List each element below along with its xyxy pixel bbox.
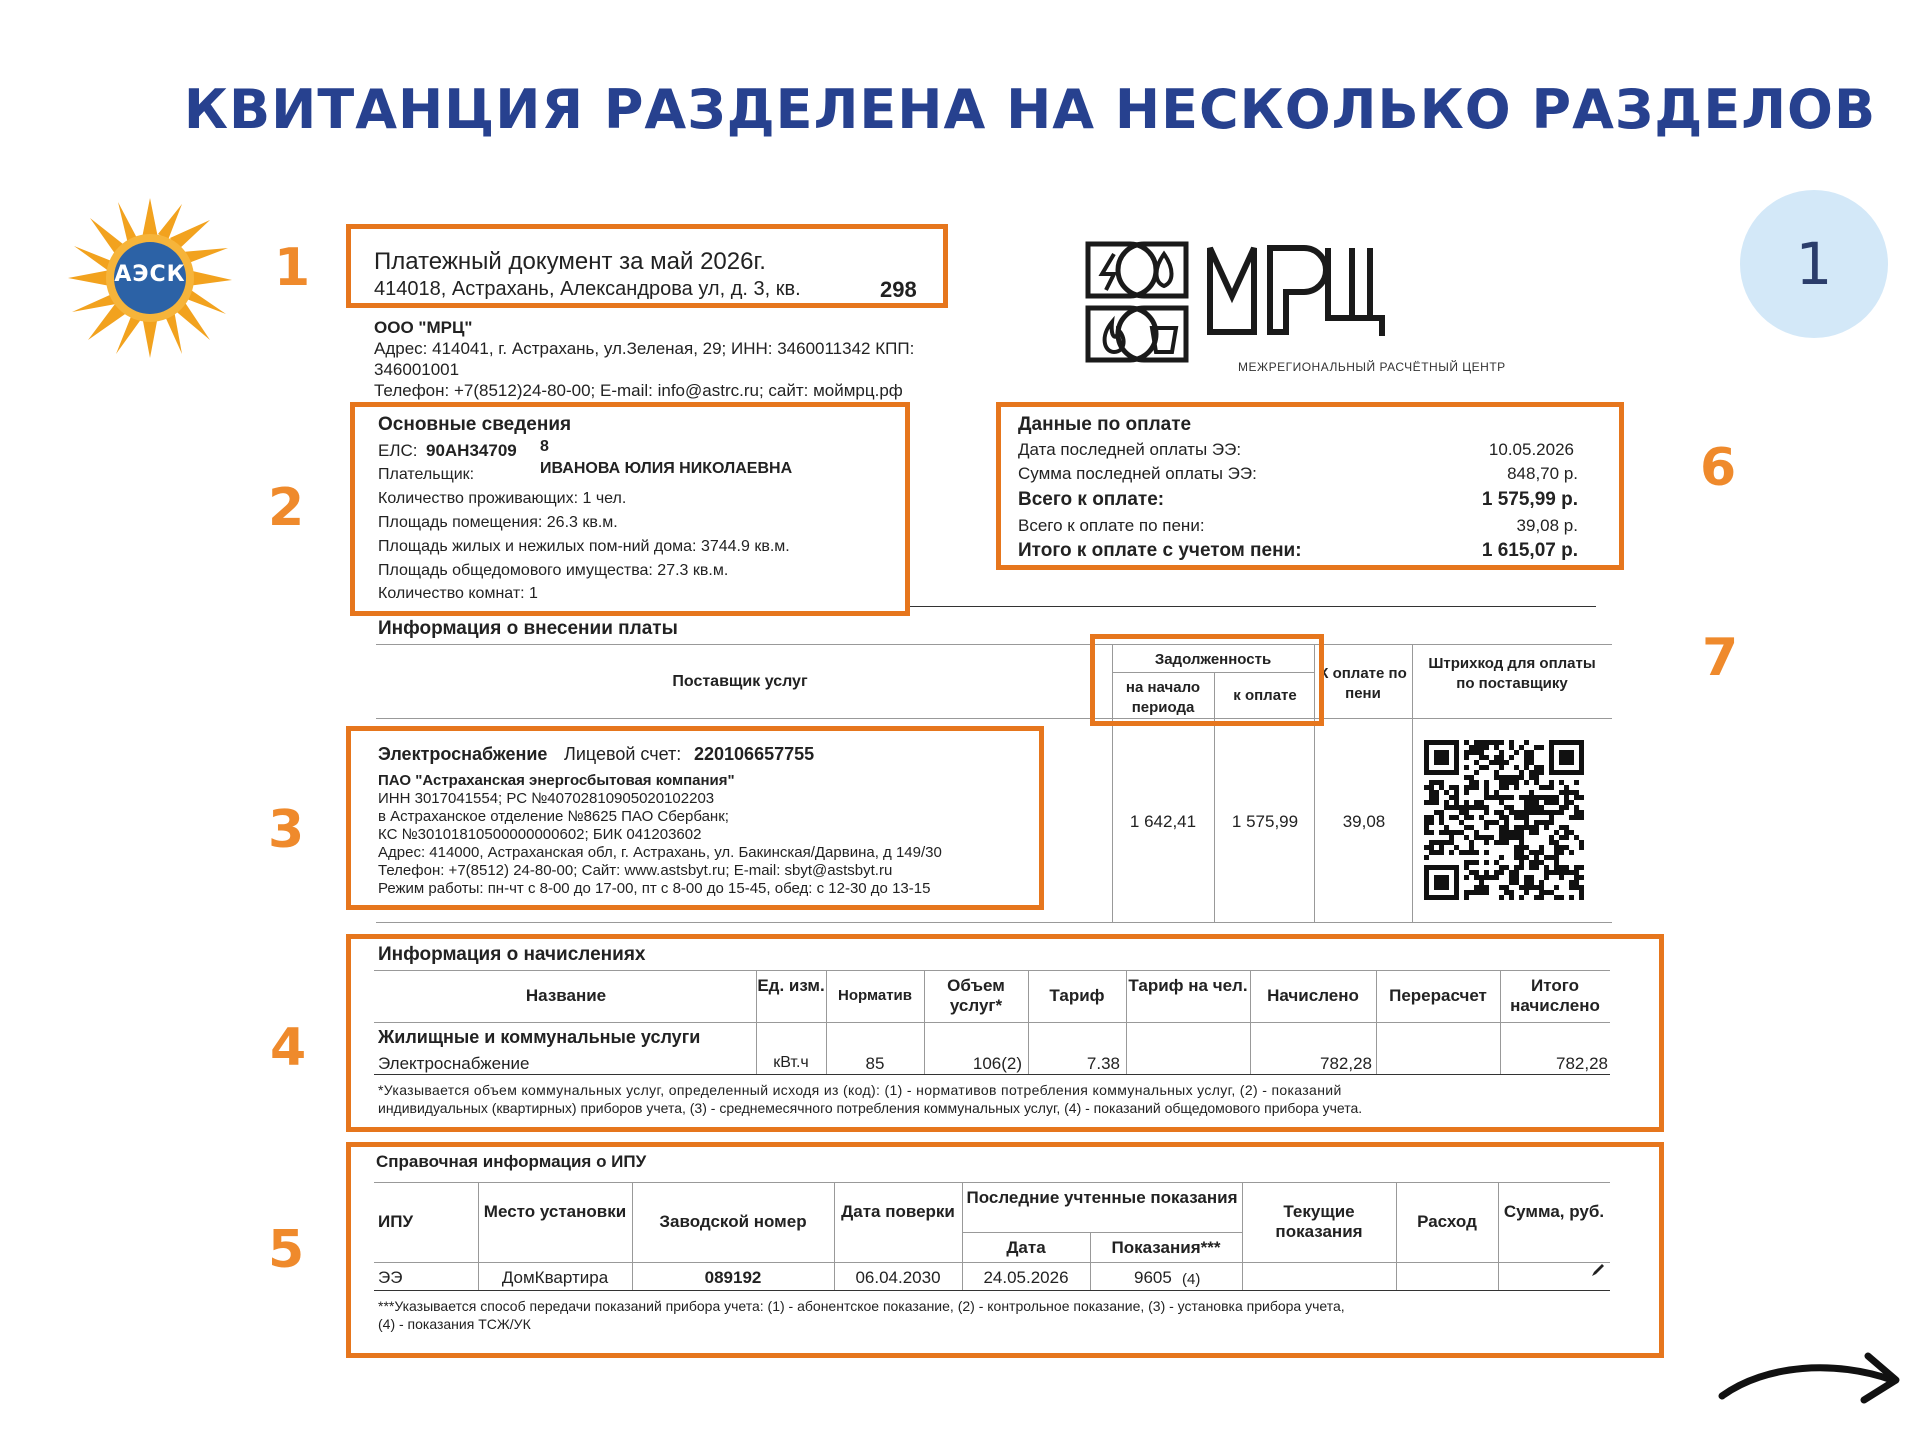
col-tariff-person: Тариф на чел.: [1128, 976, 1248, 995]
col-recalc: Перерасчет: [1389, 986, 1487, 1005]
col-last-value: Показания***: [1111, 1238, 1221, 1257]
table-line: [376, 644, 1612, 645]
table-line: [374, 1290, 1610, 1291]
table-line: [1498, 1182, 1499, 1290]
charge-volume: 106(2): [972, 1054, 1022, 1073]
supplier-line: КС №30101810500000000602; БИК 041203602: [378, 826, 702, 843]
payment-info-title: Информация о внесении платы: [378, 618, 678, 639]
section-number-4: 4: [270, 1018, 307, 1078]
col-unit: Ед. изм.: [757, 976, 825, 995]
service-name: Электроснабжение: [378, 744, 548, 764]
charge-norm: 85: [865, 1054, 885, 1073]
table-line: [1396, 1182, 1397, 1290]
col-place: Место установки: [483, 1202, 627, 1221]
org-name: ООО "МРЦ": [374, 318, 473, 337]
ipu-last-value: 9605: [1134, 1268, 1172, 1287]
aesk-logo: [60, 190, 240, 360]
section-number-7: 7: [1702, 628, 1739, 688]
col-current: Текущие показания: [1275, 1202, 1363, 1241]
document-title: Платежный документ за май 2026г.: [374, 248, 766, 275]
charges-group: Жилищные и коммунальные услуги: [378, 1027, 701, 1047]
grand-total-value: 1 615,07 р.: [1481, 540, 1578, 561]
col-total: Итого начислено: [1510, 976, 1600, 1015]
payer-label: Плательщик:: [378, 466, 475, 483]
col-sum: Сумма, руб.: [1503, 1202, 1605, 1221]
penalty-due-label: Всего к оплате по пени:: [1018, 516, 1205, 535]
charge-total: 782,28: [1556, 1054, 1608, 1073]
col-tariff: Тариф: [1049, 986, 1105, 1005]
charge-name: Электроснабжение: [378, 1054, 530, 1073]
section-number-5: 5: [268, 1220, 305, 1280]
payer-name: ИВАНОВА ЮЛИЯ НИКОЛАЕВНА: [540, 460, 793, 477]
total-due-value: 1 575,99 р.: [1481, 489, 1578, 510]
ipu-last-code: (4): [1182, 1271, 1201, 1288]
payment-data-title: Данные по оплате: [1018, 414, 1192, 435]
basic-info-title: Основные сведения: [378, 414, 572, 435]
charge-tariff: 7.38: [1086, 1054, 1120, 1073]
penalty-value: 39,08: [1342, 812, 1386, 831]
charges-footnote: *Указывается объем коммунальных услуг, определенный исходя из (код): (1) - нормативов потребления коммунальных услуг, (2) - показаний: [378, 1082, 1342, 1098]
aesk-logo-text: АЭСК: [114, 262, 186, 287]
apartment-number: 298: [880, 277, 917, 302]
supplier-line: Телефон: +7(8512) 24-80-00; Сайт: www.astsbyt.ru; E-mail: sbyt@astsbyt.ru: [378, 862, 893, 879]
col-debt-start: на начало периода: [1125, 679, 1201, 716]
penalty-due-value: 39,08 р.: [1516, 516, 1578, 535]
els-label: ЕЛС:: [378, 441, 418, 460]
col-norm: Норматив: [838, 987, 912, 1004]
next-arrow-icon[interactable]: [1716, 1340, 1906, 1412]
col-serial: Заводской номер: [659, 1212, 807, 1231]
col-last: Последние учтенные показания: [966, 1188, 1238, 1207]
ipu-check-date: 06.04.2030: [855, 1268, 941, 1287]
debt-pay-value: 1 575,99: [1231, 812, 1299, 831]
mrc-logo: [1082, 236, 1522, 382]
col-provider: Поставщик услуг: [672, 673, 808, 690]
supplier-line: в Астраханское отделение №8625 ПАО Сбербанк;: [378, 808, 729, 825]
table-line: [374, 1182, 1610, 1183]
qr-code-icon: [1424, 740, 1584, 900]
table-line: [376, 922, 1612, 923]
charge-charged: 782,28: [1320, 1054, 1372, 1073]
section-number-6: 6: [1700, 438, 1737, 498]
ipu-serial: 089192: [704, 1268, 762, 1287]
account-label: Лицевой счет:: [564, 744, 682, 764]
debt-start-value: 1 642,41: [1129, 812, 1197, 831]
org-contacts: Телефон: +7(8512)24-80-00; E-mail: info@astrc.ru; сайт: моймрц.рф: [374, 381, 903, 400]
supplier-name: ПАО "Астраханская энергосбытовая компания": [378, 772, 735, 789]
col-debt-pay: к оплате: [1233, 687, 1297, 704]
section-number-2: 2: [268, 478, 305, 538]
els-suffix: 8: [540, 438, 549, 455]
org-address: Адрес: 414041, г. Астрахань, ул.Зеленая, 29; ИНН: 3460011342 КПП:: [374, 339, 915, 358]
col-name: Название: [525, 986, 607, 1005]
account-number: 220106657755: [694, 744, 815, 764]
supplier-line: ИНН 3017041554; РС №40702810905020102203: [378, 790, 715, 807]
table-line: [1412, 644, 1413, 922]
page-headline: КВИТАНЦИЯ РАЗДЕЛЕНА НА НЕСКОЛЬКО РАЗДЕЛОВ: [183, 78, 1877, 141]
divider: [910, 606, 1596, 607]
apartment-area: Площадь помещения: 26.3 кв.м.: [378, 514, 618, 531]
ipu-title: Справочная информация о ИПУ: [376, 1152, 647, 1171]
supplier-line: Адрес: 414000, Астраханская обл, г. Астрахань, ул. Бакинская/Дарвина, д 149/30: [378, 844, 942, 861]
ipu-last-date: 24.05.2026: [983, 1268, 1069, 1287]
last-payment-date-value: 10.05.2026: [1488, 440, 1574, 459]
ipu-footnote: ***Указывается способ передачи показаний прибора учета: (1) - абонентское показание, (2) - контрольное показание, (3) - установка прибора учета,: [378, 1298, 1345, 1314]
total-due-label: Всего к оплате:: [1018, 489, 1165, 510]
rooms-count: Количество комнат: 1: [378, 585, 538, 602]
col-ipu: ИПУ: [378, 1212, 414, 1231]
last-payment-date-label: Дата последней оплаты ЭЭ:: [1018, 440, 1242, 459]
page-number: 1: [1795, 230, 1833, 298]
grand-total-label: Итого к оплате с учетом пени:: [1018, 540, 1302, 561]
last-payment-sum-label: Сумма последней оплаты ЭЭ:: [1018, 464, 1257, 483]
ipu-place: ДомКвартира: [501, 1268, 609, 1287]
table-line: [374, 1262, 1610, 1263]
table-line: [962, 1232, 1242, 1233]
last-payment-sum-value: 848,70 р.: [1507, 464, 1578, 483]
section-number-1: 1: [274, 238, 311, 298]
house-area: Площадь жилых и нежилых пом-ний дома: 3744.9 кв.м.: [378, 538, 790, 555]
qr-code[interactable]: [1424, 740, 1584, 900]
table-line: [374, 1074, 1610, 1075]
table-line: [374, 970, 1610, 971]
col-barcode: Штрихкод для оплаты по поставщику: [1428, 655, 1596, 692]
common-area: Площадь общедомового имущества: 27.3 кв.м.: [378, 562, 729, 579]
org-kpp: 346001001: [374, 360, 460, 379]
ipu-type: ЭЭ: [378, 1268, 403, 1287]
col-volume: Объем услуг*: [947, 976, 1005, 1015]
ipu-footnote: (4) - показания ТСЖ/УК: [378, 1316, 531, 1332]
section-number-3: 3: [268, 800, 305, 860]
charges-footnote: индивидуальных (квартирных) приборов учета, (3) - среднемесячного потребления коммунальных услуг, (4) - показаний общедомового прибора учета.: [378, 1100, 1363, 1116]
col-penalty: К оплате по пени: [1319, 665, 1407, 702]
mrc-logo-subtitle: МЕЖРЕГИОНАЛЬНЫЙ РАСЧЁТНЫЙ ЦЕНТР: [1238, 360, 1506, 374]
col-consumption: Расход: [1417, 1212, 1477, 1231]
charges-title: Информация о начислениях: [378, 944, 646, 965]
table-line: [374, 1022, 1610, 1023]
col-debt: Задолженность: [1154, 651, 1272, 668]
document-address: 414018, Астрахань, Александрова ул, д. 3, кв.: [374, 278, 801, 300]
col-last-date: Дата: [1006, 1238, 1046, 1257]
supplier-line: Режим работы: пн-чт с 8-00 до 17-00, пт с 8-00 до 15-45, обед: с 12-30 до 13-15: [378, 880, 931, 897]
col-charged: Начислено: [1267, 986, 1359, 1005]
els-value: 90АН34709: [426, 441, 517, 460]
charge-unit: кВт.ч: [773, 1054, 809, 1071]
edit-pen-icon[interactable]: [1590, 1262, 1606, 1278]
section-7-box: [1090, 634, 1324, 726]
page-number-badge: [1740, 190, 1888, 338]
table-line: [376, 718, 1612, 719]
residents-count: Количество проживающих: 1 чел.: [378, 490, 627, 507]
col-check-date: Дата поверки: [841, 1202, 955, 1221]
